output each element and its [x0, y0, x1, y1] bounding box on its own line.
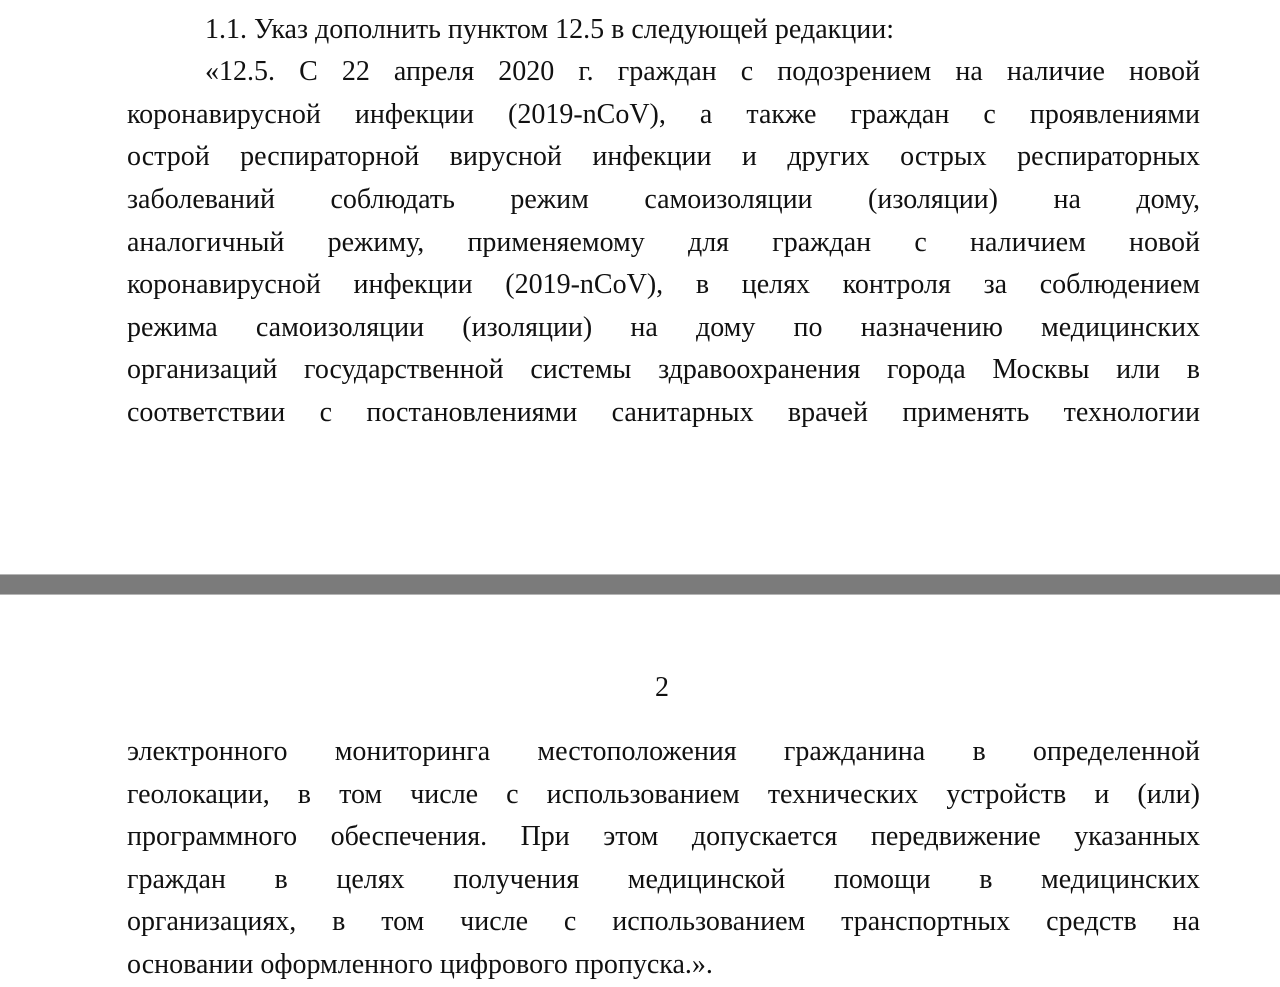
document-page-2 — [0, 595, 1280, 986]
amendment-intro: 1.1. Указ дополнить пунктом 12.5 в следующей редакции: — [205, 14, 894, 45]
paragraph-line: заболеваний соблюдать режим самоизоляции (изоляции) на дому, — [127, 184, 1200, 215]
paragraph-line: электронного мониторинга местоположения гражданина в определенной — [127, 736, 1200, 767]
page-number: 2 — [655, 672, 669, 703]
paragraph-line: организаций государственной системы здравоохранения города Москвы или в — [127, 354, 1200, 385]
paragraph-line: коронавирусной инфекции (2019-nCoV), в целях контроля за соблюдением — [127, 269, 1200, 300]
page-separator — [0, 574, 1280, 595]
paragraph-line: геолокации, в том числе с использованием технических устройств и (или) — [127, 779, 1200, 810]
paragraph-line: организациях, в том числе с использованием транспортных средств на — [127, 906, 1200, 937]
paragraph-line: граждан в целях получения медицинской помощи в медицинских — [127, 864, 1200, 895]
paragraph-line: соответствии с постановлениями санитарных врачей применять технологии — [127, 397, 1200, 428]
paragraph-line: «12.5. С 22 апреля 2020 г. граждан с подозрением на наличие новой — [205, 56, 1200, 87]
paragraph-line: программного обеспечения. При этом допускается передвижение указанных — [127, 821, 1200, 852]
paragraph-line: аналогичный режиму, применяемому для граждан с наличием новой — [127, 227, 1200, 258]
paragraph-line: коронавирусной инфекции (2019-nCoV), а также граждан с проявлениями — [127, 99, 1200, 130]
paragraph-line-last: основании оформленного цифрового пропуска.». — [127, 949, 713, 980]
paragraph-line: режима самоизоляции (изоляции) на дому по назначению медицинских — [127, 312, 1200, 343]
paragraph-line: острой респираторной вирусной инфекции и других острых респираторных — [127, 141, 1200, 172]
